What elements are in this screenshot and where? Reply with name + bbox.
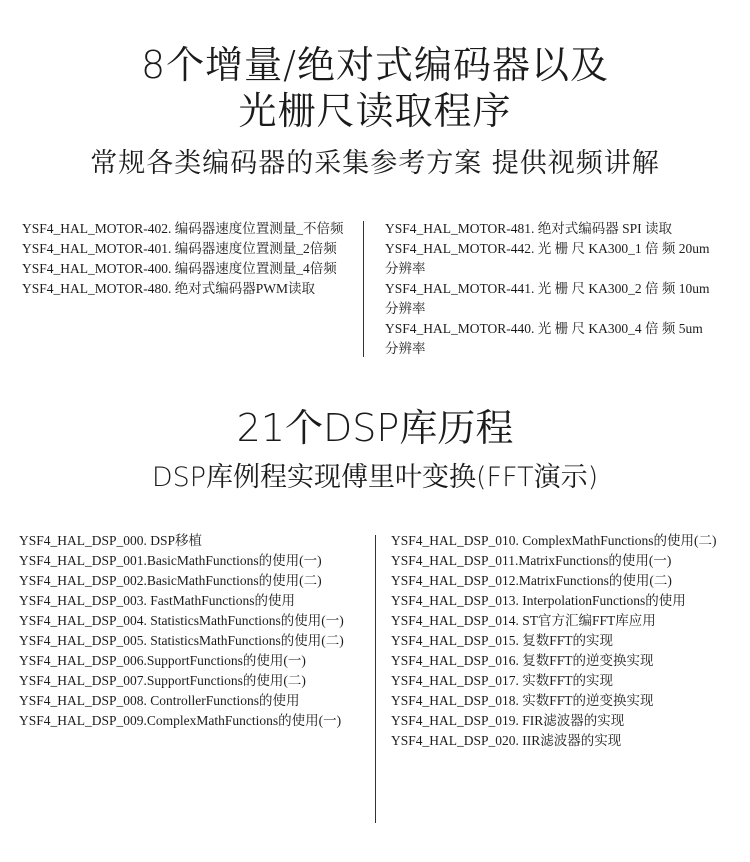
list-item: YSF4_HAL_MOTOR-402. 编码器速度位置测量_不倍频 [22, 221, 344, 236]
list-item: YSF4_HAL_DSP_019. FIR滤波器的实现 [391, 713, 625, 728]
list-item: YSF4_HAL_MOTOR-480. 绝对式编码器PWM读取 [22, 281, 316, 296]
list-item: YSF4_HAL_DSP_002.BasicMathFunctions的使用(二) [19, 573, 322, 588]
list-item: YSF4_HAL_DSP_015. 复数FFT的实现 [391, 633, 614, 648]
encoder-list-right [385, 219, 715, 359]
dsp-list-right [391, 531, 719, 751]
dsp-section-subtitle: DSP库例程实现傅里叶变换(FFT演示) [151, 462, 599, 493]
list-item: YSF4_HAL_DSP_009.ComplexMathFunctions的使用(一) [19, 713, 342, 728]
list-item: YSF4_HAL_DSP_008. ControllerFunctions的使用 [19, 693, 300, 708]
list-item: YSF4_HAL_DSP_011.MatrixFunctions的使用(一) [391, 553, 672, 568]
list-item: YSF4_HAL_MOTOR-441. 光 栅 尺 KA300_2 倍 频 10um 分辨率 [385, 281, 710, 316]
column-divider [375, 535, 376, 823]
list-item: YSF4_HAL_MOTOR-401. 编码器速度位置测量_2倍频 [22, 241, 337, 256]
dsp-list-left [19, 531, 361, 731]
list-item: YSF4_HAL_DSP_016. 复数FFT的逆变换实现 [391, 653, 654, 668]
list-item: YSF4_HAL_DSP_010. ComplexMathFunctions的使用(二) [391, 533, 717, 548]
list-item: YSF4_HAL_MOTOR-442. 光 栅 尺 KA300_1 倍 频 20um 分辨率 [385, 241, 710, 276]
list-item: YSF4_HAL_MOTOR-400. 编码器速度位置测量_4倍频 [22, 261, 337, 276]
list-item: YSF4_HAL_DSP_012.MatrixFunctions的使用(二) [391, 573, 672, 588]
dsp-section-title: 21个DSP库历程 [236, 406, 514, 450]
list-item: YSF4_HAL_DSP_001.BasicMathFunctions的使用(一) [19, 553, 322, 568]
list-item: YSF4_HAL_DSP_013. InterpolationFunctions的使用 [391, 593, 686, 608]
list-item: YSF4_HAL_DSP_006.SupportFunctions的使用(一) [19, 653, 306, 668]
column-divider [363, 221, 364, 357]
list-item: YSF4_HAL_MOTOR-440. 光 栅 尺 KA300_4 倍 频 5um 分辨率 [385, 321, 703, 356]
encoder-section-title-line1: 8个增量/绝对式编码器以及 [141, 43, 609, 87]
list-item: YSF4_HAL_DSP_020. IIR滤波器的实现 [391, 733, 622, 748]
list-item: YSF4_HAL_DSP_004. StatisticsMathFunctions的使用(一) [19, 613, 344, 628]
list-item: YSF4_HAL_DSP_017. 实数FFT的实现 [391, 673, 614, 688]
encoder-section-subtitle: 常规各类编码器的采集参考方案 提供视频讲解 [90, 148, 660, 179]
encoder-section-title-line2: 光栅尺读取程序 [238, 89, 512, 133]
list-item: YSF4_HAL_DSP_007.SupportFunctions的使用(二) [19, 673, 306, 688]
list-item: YSF4_HAL_DSP_003. FastMathFunctions的使用 [19, 593, 296, 608]
encoder-list-left [22, 219, 352, 299]
list-item: YSF4_HAL_DSP_014. ST官方汇编FFT库应用 [391, 613, 656, 628]
list-item: YSF4_HAL_DSP_005. StatisticsMathFunctions的使用(二) [19, 633, 344, 648]
list-item: YSF4_HAL_MOTOR-481. 绝对式编码器 SPI 读取 [385, 221, 673, 236]
list-item: YSF4_HAL_DSP_000. DSP移植 [19, 533, 203, 548]
list-item: YSF4_HAL_DSP_018. 实数FFT的逆变换实现 [391, 693, 654, 708]
